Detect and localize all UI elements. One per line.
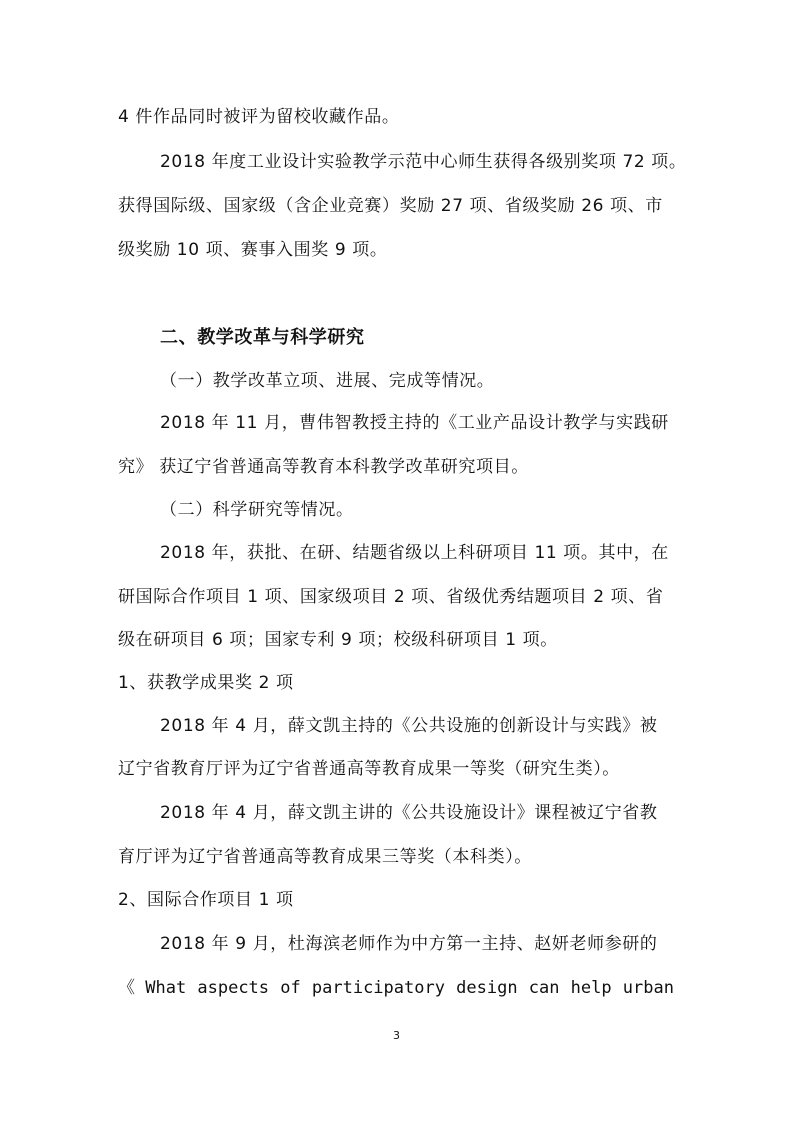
paragraph-line: 级奖励 10 项、赛事入围奖 9 项。 — [118, 240, 388, 260]
numbered-heading: 2、国际合作项目 1 项 — [118, 890, 294, 910]
english-title-line — [118, 976, 674, 1000]
page-number: 3 — [393, 1029, 400, 1042]
english-word: can — [528, 978, 560, 998]
paragraph-line: 育厅评为辽宁省普通高等教育成果三等奖（本科类）。 — [118, 847, 532, 867]
subsection-heading: （二）科学研究等情况。 — [160, 500, 354, 520]
paragraph-line: 2018 年 9 月，杜海滨老师作为中方第一主持、赵妍老师参研的 — [160, 934, 658, 954]
english-word: design — [456, 978, 518, 998]
paragraph-line: 获得国际级、国家级（含企业竞赛）奖励 27 项、省级奖励 26 项、市 — [118, 196, 663, 216]
paragraph-line: 研国际合作项目 1 项、国家级项目 2 项、省级优秀结题项目 2 项、省 — [118, 587, 664, 607]
english-word: 《 What — [118, 978, 187, 998]
english-word: participatory — [311, 978, 445, 998]
paragraph-line: 2018 年度工业设计实验教学示范中心师生获得各级别奖项 72 项。 — [160, 152, 687, 172]
english-word: of — [280, 978, 301, 998]
paragraph-line: 2018 年 11 月，曹伟智教授主持的《工业产品设计教学与实践研 — [160, 413, 669, 433]
english-word: aspects — [197, 978, 270, 998]
numbered-heading: 1、获教学成果奖 2 项 — [118, 673, 294, 693]
paragraph-line: 级在研项目 6 项；国家专利 9 项；校级科研项目 1 项。 — [118, 630, 558, 650]
paragraph-line: 4 件作品同时被评为留校收藏作品。 — [118, 107, 400, 127]
paragraph-line: 2018 年 4 月，薛文凯主持的《公共设施的创新设计与实践》被 — [160, 716, 658, 736]
paragraph-line: 辽宁省教育厅评为辽宁省普通高等教育成果一等奖（研究生类）。 — [118, 759, 620, 779]
paragraph-line: 究》 获辽宁省普通高等教育本科教学改革研究项目。 — [118, 457, 529, 477]
paragraph-line: 2018 年 4 月，薛文凯主讲的《公共设施设计》课程被辽宁省教 — [160, 803, 658, 823]
english-word: urban — [622, 978, 674, 998]
subsection-heading: （一）教学改革立项、进展、完成等情况。 — [160, 371, 495, 391]
english-word: help — [570, 978, 612, 998]
section-heading: 二、教学改革与科学研究 — [160, 327, 365, 348]
paragraph-line: 2018 年，获批、在研、结题省级以上科研项目 11 项。其中，在 — [160, 543, 669, 563]
